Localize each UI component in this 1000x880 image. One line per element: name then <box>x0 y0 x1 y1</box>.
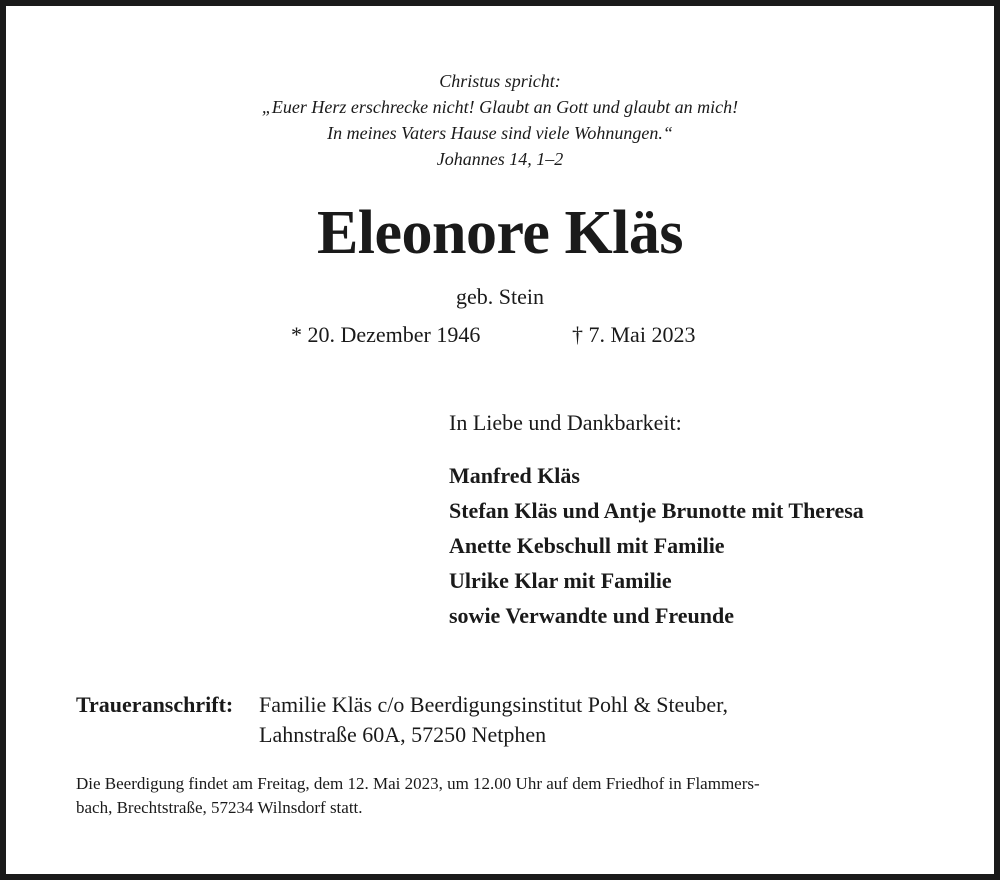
quote-line: In meines Vaters Hause sind viele Wohnungen.“ <box>327 123 673 143</box>
funeral-info <box>76 772 948 820</box>
mourner-name: sowie Verwandte und Freunde <box>449 603 735 628</box>
mourning-address-line: Lahnstraße 60A, 57250 Netphen <box>259 722 547 747</box>
mourner-name: Stefan Kläs und Antje Brunotte mit Theresa <box>449 498 864 523</box>
mourners-list <box>449 458 864 633</box>
quote-line: „Euer Herz erschrecke nicht! Glaubt an Gott und glaubt an mich! <box>261 97 739 117</box>
birth-date: * 20. Dezember 1946 <box>291 322 481 347</box>
maiden-name: geb. Stein <box>456 284 544 309</box>
death-date: † 7. Mai 2023 <box>572 322 696 347</box>
mourner-name: Anette Kebschull mit Familie <box>449 533 725 558</box>
deceased-name: Eleonore Kläs <box>316 199 684 267</box>
mourner-name: Manfred Kläs <box>449 463 580 488</box>
funeral-info-line: Die Beerdigung findet am Freitag, dem 12. Mai 2023, um 12.00 Uhr auf dem Friedhof in Flammers- <box>76 774 760 793</box>
mourner-name: Ulrike Klar mit Familie <box>449 568 672 593</box>
quote-line: Christus spricht: <box>439 71 561 91</box>
mourning-address-label: Traueranschrift: <box>76 692 234 717</box>
mourners-intro: In Liebe und Dankbarkeit: <box>449 410 682 435</box>
funeral-info-line: bach, Brechtstraße, 57234 Wilnsdorf statt. <box>76 798 363 817</box>
quote-reference: Johannes 14, 1–2 <box>436 149 564 169</box>
bible-quote <box>6 68 994 146</box>
mourning-address-line: Familie Kläs c/o Beerdigungsinstitut Pohl & Steuber, <box>259 692 729 717</box>
